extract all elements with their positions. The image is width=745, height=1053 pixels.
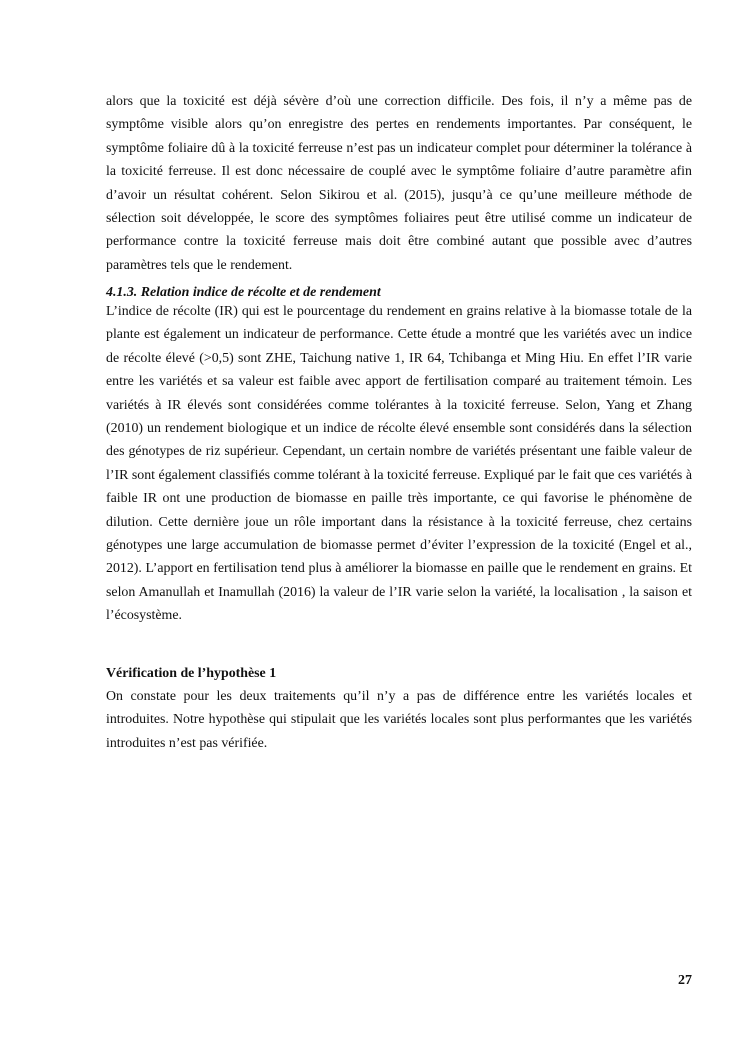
harvest-index-paragraph-text: L’indice de récolte (IR) qui est le pourcentage du rendement en grains relative à la biomasse totale de la plante est également un indicateur de performance. Cette étude a montré que les variétés avec un indice de récolte élevé (>0,5) sont ZHE, Taichung native 1, IR 64, Tchibanga et Ming Hiu. En effet l’IR varie entre les variétés et sa valeur est faible avec apport de fertilisation comparé au traitement témoin. Les variétés à IR élevés sont considérées comme tolérantes à la toxicité ferreuse. Selon, Yang et Zhang (2010) un rendement biologique et un indice de récolte élevé ensemble sont considérés dans la sélection des génotypes de riz supérieur. Cependant, un certain nombre de variétés présentant une faible valeur de l’IR sont également classifiés comme tolérant à la toxicité ferreuse. Expliqué par le fait que ces variétés à faible IR ont une production de biomasse en paille très importante, ce qui favorise le phénomène de dilution. Cette dernière joue un rôle important dans la résistance à la toxicité ferreuse, chez certains génotypes une large accumulation de biomasse permet d’éviter l’expression de la toxicité (Engel et al., 2012). L’apport en fertilisation tend plus à améliorer la biomasse en paille que le rendement en grains. Et selon Amanullah et Inamullah (2016) la valeur de l’IR varie selon la variété, la localisation , la saison et l’écosystème. bbox=[106, 304, 692, 624]
intro-paragraph-text: alors que la toxicité est déjà sévère d’où une correction difficile. Des fois, il n’y a même pas de symptôme visible alors qu’on enregistre des pertes en rendements importantes. Par conséquent, le symptôme foliaire dû à la toxicité ferreuse n’est pas un indicateur complet pour déterminer la tolérance à la toxicité ferreuse. Il est donc nécessaire de couplé avec le symptôme foliaire d’autre paramètre afin d’avoir un résultat cohérent. Selon Sikirou et al. (2015), jusqu’à ce qu’une meilleure méthode de sélection soit développée, le score des symptômes foliaires peut être utilisé comme un indicateur de performance contre la toxicité ferreuse mais doit être combiné autant que possible avec d’autres paramètres tels que le rendement. bbox=[106, 94, 692, 273]
hypothesis-paragraph bbox=[106, 685, 692, 755]
page-number: 27 bbox=[678, 973, 692, 988]
section-heading-4-1-3: 4.1.3. Relation indice de récolte et de rendement bbox=[106, 285, 381, 300]
hypothesis-paragraph-text: On constate pour les deux traitements qu’il n’y a pas de différence entre les variétés locales et introduites. Notre hypothèse qui stipulait que les variétés locales sont plus performantes que les variétés introduites n’est pas vérifiée. bbox=[106, 689, 692, 751]
harvest-index-paragraph bbox=[106, 300, 692, 628]
intro-paragraph bbox=[106, 90, 692, 277]
hypothesis-heading: Vérification de l’hypothèse 1 bbox=[106, 666, 277, 681]
